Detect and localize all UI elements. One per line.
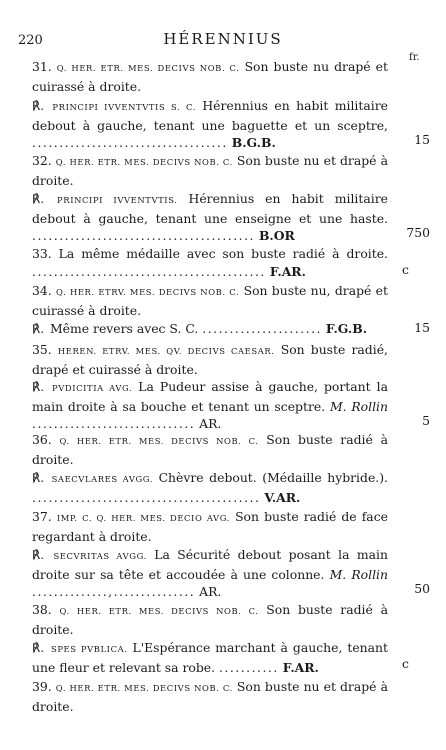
reverse-38 [32, 639, 388, 676]
entry-34 [32, 282, 388, 319]
grade: B.G.B. [231, 135, 276, 150]
coin-legend: Q. HER. ETR. MES. DECIVS NOB. C. [59, 436, 259, 446]
reverse-31 [32, 97, 388, 152]
entry-text: Son buste radié à droite. [32, 432, 388, 467]
grade: F.AR. [269, 263, 306, 279]
leader-dots: ........... [218, 659, 279, 675]
running-title: HÉRENNIUS [163, 30, 283, 48]
grade: F.AR. [282, 659, 319, 675]
entry-32 [32, 152, 388, 189]
reverse-mark: ℟. [32, 641, 45, 655]
price: c [402, 262, 409, 277]
reverse-37 [32, 546, 388, 601]
price: 15 [414, 320, 430, 335]
entry-38 [32, 601, 388, 638]
entry-label: 35. [32, 342, 52, 357]
reverse-mark: ℟. [32, 322, 45, 336]
leader-dots: .................................... [32, 135, 228, 150]
entry-39 [32, 678, 388, 715]
entry-text: Même revers avec S. C. [49, 321, 199, 336]
coin-legend: SECVRITAS AVGG. [53, 551, 147, 561]
entry-label: 36. [32, 432, 52, 447]
entry-label: 32. [32, 153, 52, 168]
entry-label: 33. [32, 246, 52, 261]
author-reference: M. Rollin [329, 566, 388, 582]
grade: AR. [199, 416, 222, 431]
grade: V.AR. [264, 489, 301, 505]
entry-label: 31. [32, 59, 52, 74]
entry-text: Son buste radié à droite. [32, 602, 388, 637]
coin-legend: Q. HER. ETR. MES. DECIVS NOB. C. [56, 63, 240, 73]
author-reference: M. Rollin [329, 398, 388, 414]
price: 5 [422, 413, 430, 428]
grade: AR. [199, 584, 222, 599]
entry-text: Son buste nu et drapé à droite. [32, 153, 388, 188]
reverse-mark: ℟. [32, 471, 45, 485]
entry-31 [32, 58, 388, 95]
coin-legend: Q. HER. ETRV. MES. DECIVS NOB. C. [56, 287, 240, 297]
reverse-mark: ℟. [32, 548, 45, 562]
leader-dots: ......................................... [32, 228, 255, 243]
reverse-mark: ℟. [32, 380, 45, 394]
entry-text: Son buste nu, drapé et cuirassé à droite. [32, 283, 388, 318]
entry-text: La Sécurité debout posant la main droite sur sa tête et accoudée à une colonne. [32, 547, 388, 582]
coin-legend: PRINCIPI IVVENTVTIS S. C. [52, 102, 196, 112]
entry-36 [32, 431, 388, 468]
entry-label: 39. [32, 679, 52, 694]
coin-legend: SPES PVBLICA. [50, 644, 128, 654]
entry-text: Son buste radié, drapé et cuirassé à droite. [32, 342, 388, 377]
entry-text: Son buste nu drapé et cuirassé à droite. [32, 59, 388, 94]
entry-text: Son buste nu et drapé à droite. [32, 679, 388, 714]
column-label: fr. [409, 52, 420, 63]
entry-label: 38. [32, 602, 52, 617]
entry-label: 37. [32, 509, 52, 524]
price: 750 [406, 225, 430, 240]
reverse-36 [32, 469, 388, 506]
leader-dots: .......................................... [32, 489, 261, 505]
grade: B.OR [258, 228, 295, 243]
entry-text: La Pudeur assise à gauche, portant la main droite à sa bouche et tenant un sceptre. [32, 379, 388, 414]
leader-dots: ..............,............... [32, 584, 196, 599]
coin-legend: IMP. C. Q. HER. MES. DECIO AVG. [56, 513, 230, 523]
coin-legend: SAECVLARES AVGG. [51, 474, 154, 484]
entry-text: La même médaille avec son buste radié à droite. [58, 246, 388, 261]
coin-legend: PVDICITIA AVG. [52, 383, 133, 393]
entry-text: L'Espérance marchant à gauche, tenant une fleur et relevant sa robe. [32, 640, 388, 675]
entry-text: Chèvre debout. (Médaille hybride.). [158, 470, 388, 485]
leader-dots: .............................. [32, 416, 196, 431]
entry-text: Hérennius en habit militaire debout à gauche, tenant une baguette et un sceptre, [32, 98, 388, 133]
page-number: 220 [18, 33, 43, 48]
entry-label: 34. [32, 283, 52, 298]
reverse-mark: ℟. [32, 192, 45, 206]
reverse-35 [32, 378, 388, 433]
coin-legend: HEREN. ETRV. MES. QV. DECIVS CAESAR. [57, 346, 275, 356]
reverse-32 [32, 190, 388, 245]
entry-33 [32, 245, 388, 280]
coin-legend: Q. HER. ETR. MES. DECIVS NOB. C. [59, 606, 259, 616]
leader-dots: ...................... [202, 321, 322, 336]
entry-35 [32, 341, 388, 378]
entry-text: Son buste radié de face regardant à droite. [32, 509, 388, 544]
coin-legend: Q. HER. ETR. MES. DECIVS NOB. C. [55, 683, 233, 693]
entry-37 [32, 508, 388, 545]
grade: F.G.B. [325, 321, 368, 336]
entry-text: Hérennius en habit militaire debout à gauche, tenant une enseigne et une haste. [32, 191, 388, 226]
price: 15 [414, 132, 430, 147]
reverse-mark: ℟. [32, 99, 45, 113]
leader-dots: ........................................... [32, 263, 266, 279]
price: c [402, 656, 409, 671]
coin-legend: PRINCIPI IVVENTVTIS. [57, 195, 178, 205]
coin-legend: Q. HER. ETR. MES. DECIVS NOB. C. [55, 157, 233, 167]
price: 50 [414, 581, 430, 596]
reverse-34 [32, 320, 388, 339]
